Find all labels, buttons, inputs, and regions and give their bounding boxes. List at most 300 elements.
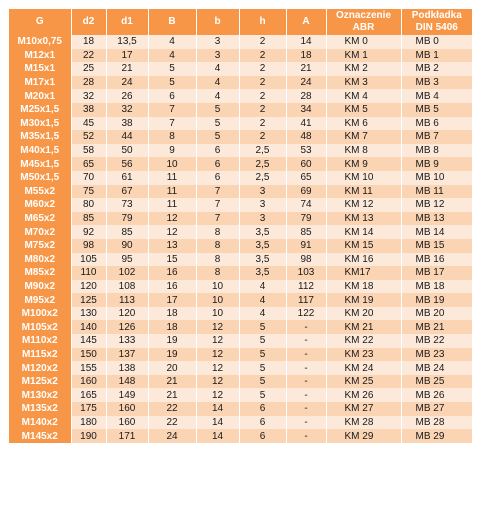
cell-d1: 50 [106, 144, 148, 158]
cell-podkladka: MB 9 [401, 157, 472, 171]
cell-b-upper: 20 [148, 361, 196, 375]
cell-b-lower: 10 [196, 293, 239, 307]
table-header-row [9, 9, 472, 35]
cell-podkladka: MB 16 [401, 253, 472, 267]
table-row [9, 320, 472, 334]
cell-podkladka: MB 22 [401, 334, 472, 348]
cell-oznaczenie: KM 21 [326, 320, 401, 334]
cell-d2: 25 [71, 62, 106, 76]
cell-a: 34 [286, 103, 326, 117]
cell-b-upper: 22 [148, 402, 196, 416]
cell-podkladka: MB 4 [401, 89, 472, 103]
cell-b-upper: 13 [148, 239, 196, 253]
cell-oznaczenie: KM 9 [326, 157, 401, 171]
table-row [9, 348, 472, 362]
cell-h: 3 [239, 212, 286, 226]
cell-d2: 28 [71, 76, 106, 90]
cell-a: 21 [286, 62, 326, 76]
cell-oznaczenie: KM 12 [326, 198, 401, 212]
cell-h: 4 [239, 293, 286, 307]
cell-b-upper: 24 [148, 429, 196, 443]
cell-h: 6 [239, 416, 286, 430]
cell-g: M40x1,5 [9, 144, 71, 158]
cell-d2: 140 [71, 320, 106, 334]
cell-d2: 150 [71, 348, 106, 362]
cell-podkladka: MB 26 [401, 388, 472, 402]
cell-h: 2 [239, 49, 286, 63]
cell-b-lower: 8 [196, 266, 239, 280]
cell-a: - [286, 416, 326, 430]
cell-oznaczenie: KM 25 [326, 375, 401, 389]
cell-podkladka: MB 0 [401, 35, 472, 49]
cell-g: M17x1 [9, 76, 71, 90]
cell-g: M55x2 [9, 185, 71, 199]
cell-oznaczenie: KM 28 [326, 416, 401, 430]
cell-podkladka: MB 29 [401, 429, 472, 443]
cell-b-upper: 4 [148, 49, 196, 63]
table-row [9, 144, 472, 158]
cell-a: 74 [286, 198, 326, 212]
cell-oznaczenie: KM 19 [326, 293, 401, 307]
cell-b-lower: 10 [196, 307, 239, 321]
table-row [9, 239, 472, 253]
cell-a: 98 [286, 253, 326, 267]
cell-h: 5 [239, 388, 286, 402]
cell-podkladka: MB 12 [401, 198, 472, 212]
cell-d1: 13,5 [106, 35, 148, 49]
cell-g: M145x2 [9, 429, 71, 443]
cell-b-lower: 3 [196, 49, 239, 63]
cell-b-lower: 14 [196, 416, 239, 430]
cell-a: 48 [286, 130, 326, 144]
cell-b-lower: 12 [196, 348, 239, 362]
cell-d1: 21 [106, 62, 148, 76]
cell-podkladka: MB 2 [401, 62, 472, 76]
cell-g: M30x1,5 [9, 117, 71, 131]
cell-oznaczenie: KM 29 [326, 429, 401, 443]
table-row [9, 157, 472, 171]
cell-a: 103 [286, 266, 326, 280]
table-row [9, 416, 472, 430]
cell-d2: 130 [71, 307, 106, 321]
cell-d2: 32 [71, 89, 106, 103]
cell-d1: 79 [106, 212, 148, 226]
cell-podkladka: MB 8 [401, 144, 472, 158]
table-row [9, 185, 472, 199]
cell-d2: 65 [71, 157, 106, 171]
cell-d1: 120 [106, 307, 148, 321]
cell-d2: 38 [71, 103, 106, 117]
cell-h: 5 [239, 334, 286, 348]
cell-d1: 44 [106, 130, 148, 144]
cell-a: 24 [286, 76, 326, 90]
cell-d1: 108 [106, 280, 148, 294]
cell-oznaczenie: KM 22 [326, 334, 401, 348]
cell-a: 122 [286, 307, 326, 321]
cell-podkladka: MB 6 [401, 117, 472, 131]
cell-g: M50x1,5 [9, 171, 71, 185]
cell-oznaczenie: KM 1 [326, 49, 401, 63]
cell-a: 79 [286, 212, 326, 226]
cell-b-lower: 8 [196, 225, 239, 239]
cell-h: 4 [239, 280, 286, 294]
cell-podkladka: MB 28 [401, 416, 472, 430]
cell-b-lower: 14 [196, 402, 239, 416]
cell-b-lower: 7 [196, 198, 239, 212]
cell-oznaczenie: KM 2 [326, 62, 401, 76]
cell-a: - [286, 334, 326, 348]
cell-a: - [286, 388, 326, 402]
cell-g: M15x1 [9, 62, 71, 76]
cell-g: M65x2 [9, 212, 71, 226]
table-row [9, 280, 472, 294]
cell-d2: 45 [71, 117, 106, 131]
cell-a: - [286, 320, 326, 334]
cell-g: M60x2 [9, 198, 71, 212]
cell-podkladka: MB 18 [401, 280, 472, 294]
cell-g: M100x2 [9, 307, 71, 321]
cell-a: 112 [286, 280, 326, 294]
cell-d2: 125 [71, 293, 106, 307]
cell-a: 69 [286, 185, 326, 199]
cell-a: 28 [286, 89, 326, 103]
cell-d1: 67 [106, 185, 148, 199]
cell-g: M25x1,5 [9, 103, 71, 117]
cell-oznaczenie: KM 26 [326, 388, 401, 402]
cell-h: 3,5 [239, 225, 286, 239]
cell-podkladka: MB 20 [401, 307, 472, 321]
cell-b-lower: 4 [196, 62, 239, 76]
cell-b-upper: 4 [148, 35, 196, 49]
table-row [9, 388, 472, 402]
cell-podkladka: MB 3 [401, 76, 472, 90]
cell-h: 2 [239, 89, 286, 103]
cell-oznaczenie: KM 18 [326, 280, 401, 294]
table-row [9, 361, 472, 375]
cell-h: 3 [239, 198, 286, 212]
table-row [9, 62, 472, 76]
cell-h: 4 [239, 307, 286, 321]
cell-a: 85 [286, 225, 326, 239]
cell-h: 3,5 [239, 253, 286, 267]
cell-oznaczenie: KM 6 [326, 117, 401, 131]
table-row [9, 212, 472, 226]
cell-g: M95x2 [9, 293, 71, 307]
cell-b-upper: 7 [148, 117, 196, 131]
cell-podkladka: MB 27 [401, 402, 472, 416]
cell-d1: 17 [106, 49, 148, 63]
cell-d1: 26 [106, 89, 148, 103]
cell-h: 2 [239, 35, 286, 49]
table-body [9, 35, 472, 443]
cell-b-lower: 8 [196, 253, 239, 267]
cell-podkladka: MB 11 [401, 185, 472, 199]
cell-d1: 32 [106, 103, 148, 117]
cell-d1: 85 [106, 225, 148, 239]
cell-g: M45x1,5 [9, 157, 71, 171]
cell-oznaczenie: KM 16 [326, 253, 401, 267]
cell-b-upper: 15 [148, 253, 196, 267]
cell-g: M70x2 [9, 225, 71, 239]
cell-d2: 85 [71, 212, 106, 226]
table-row [9, 293, 472, 307]
cell-h: 5 [239, 375, 286, 389]
cell-oznaczenie: KM 3 [326, 76, 401, 90]
header-a: A [286, 9, 326, 35]
cell-a: 65 [286, 171, 326, 185]
cell-g: M85x2 [9, 266, 71, 280]
table-row [9, 130, 472, 144]
table-row [9, 89, 472, 103]
cell-h: 3,5 [239, 239, 286, 253]
cell-g: M12x1 [9, 49, 71, 63]
table-row [9, 307, 472, 321]
cell-b-upper: 19 [148, 334, 196, 348]
cell-b-upper: 8 [148, 130, 196, 144]
cell-d1: 38 [106, 117, 148, 131]
cell-b-upper: 5 [148, 76, 196, 90]
table-row [9, 375, 472, 389]
cell-b-lower: 7 [196, 212, 239, 226]
cell-oznaczenie: KM 11 [326, 185, 401, 199]
cell-g: M110x2 [9, 334, 71, 348]
cell-b-lower: 6 [196, 157, 239, 171]
cell-b-lower: 8 [196, 239, 239, 253]
cell-b-upper: 12 [148, 212, 196, 226]
header-oznaczenie-abr: Oznaczenie ABR [326, 9, 401, 35]
cell-b-upper: 7 [148, 103, 196, 117]
cell-podkladka: MB 15 [401, 239, 472, 253]
cell-g: M10x0,75 [9, 35, 71, 49]
cell-oznaczenie: KM 8 [326, 144, 401, 158]
cell-h: 2 [239, 103, 286, 117]
cell-d1: 113 [106, 293, 148, 307]
cell-d1: 61 [106, 171, 148, 185]
cell-b-lower: 7 [196, 185, 239, 199]
table-row [9, 35, 472, 49]
table-row [9, 117, 472, 131]
cell-g: M80x2 [9, 253, 71, 267]
header-h: h [239, 9, 286, 35]
cell-podkladka: MB 13 [401, 212, 472, 226]
cell-podkladka: MB 7 [401, 130, 472, 144]
cell-b-lower: 14 [196, 429, 239, 443]
cell-b-upper: 17 [148, 293, 196, 307]
cell-b-upper: 18 [148, 307, 196, 321]
cell-g: M75x2 [9, 239, 71, 253]
cell-h: 5 [239, 361, 286, 375]
table-row [9, 225, 472, 239]
cell-b-upper: 11 [148, 171, 196, 185]
cell-a: 91 [286, 239, 326, 253]
cell-b-lower: 6 [196, 171, 239, 185]
cell-h: 2 [239, 117, 286, 131]
cell-g: M125x2 [9, 375, 71, 389]
cell-d1: 137 [106, 348, 148, 362]
cell-podkladka: MB 25 [401, 375, 472, 389]
cell-d2: 190 [71, 429, 106, 443]
cell-d1: 148 [106, 375, 148, 389]
cell-d2: 165 [71, 388, 106, 402]
cell-podkladka: MB 19 [401, 293, 472, 307]
cell-b-upper: 19 [148, 348, 196, 362]
cell-d1: 24 [106, 76, 148, 90]
cell-d1: 56 [106, 157, 148, 171]
cell-g: M130x2 [9, 388, 71, 402]
cell-b-upper: 5 [148, 62, 196, 76]
cell-b-lower: 5 [196, 117, 239, 131]
cell-b-upper: 16 [148, 280, 196, 294]
cell-oznaczenie: KM17 [326, 266, 401, 280]
cell-h: 2 [239, 130, 286, 144]
cell-b-lower: 10 [196, 280, 239, 294]
cell-b-lower: 4 [196, 76, 239, 90]
cell-oznaczenie: KM 0 [326, 35, 401, 49]
cell-b-upper: 11 [148, 198, 196, 212]
cell-b-upper: 9 [148, 144, 196, 158]
cell-a: 41 [286, 117, 326, 131]
cell-podkladka: MB 1 [401, 49, 472, 63]
cell-oznaczenie: KM 27 [326, 402, 401, 416]
cell-podkladka: MB 14 [401, 225, 472, 239]
table-row [9, 103, 472, 117]
cell-d2: 52 [71, 130, 106, 144]
cell-podkladka: MB 21 [401, 320, 472, 334]
cell-b-lower: 12 [196, 361, 239, 375]
cell-a: 60 [286, 157, 326, 171]
cell-d1: 90 [106, 239, 148, 253]
table-row [9, 76, 472, 90]
cell-oznaczenie: KM 23 [326, 348, 401, 362]
cell-oznaczenie: KM 10 [326, 171, 401, 185]
cell-b-upper: 12 [148, 225, 196, 239]
cell-a: - [286, 375, 326, 389]
cell-b-upper: 21 [148, 388, 196, 402]
cell-podkladka: MB 5 [401, 103, 472, 117]
cell-podkladka: MB 17 [401, 266, 472, 280]
cell-b-lower: 12 [196, 334, 239, 348]
cell-d2: 98 [71, 239, 106, 253]
table-row [9, 334, 472, 348]
header-b-upper: B [148, 9, 196, 35]
cell-g: M140x2 [9, 416, 71, 430]
table-row [9, 402, 472, 416]
cell-a: 14 [286, 35, 326, 49]
cell-b-lower: 3 [196, 35, 239, 49]
cell-d2: 18 [71, 35, 106, 49]
cell-d2: 22 [71, 49, 106, 63]
cell-b-upper: 6 [148, 89, 196, 103]
cell-b-upper: 22 [148, 416, 196, 430]
cell-h: 3,5 [239, 266, 286, 280]
cell-d1: 133 [106, 334, 148, 348]
cell-oznaczenie: KM 24 [326, 361, 401, 375]
cell-d1: 160 [106, 402, 148, 416]
cell-h: 5 [239, 320, 286, 334]
cell-b-lower: 4 [196, 89, 239, 103]
cell-podkladka: MB 24 [401, 361, 472, 375]
cell-d2: 180 [71, 416, 106, 430]
cell-a: 53 [286, 144, 326, 158]
cell-b-lower: 5 [196, 130, 239, 144]
cell-d1: 171 [106, 429, 148, 443]
cell-a: - [286, 361, 326, 375]
cell-oznaczenie: KM 14 [326, 225, 401, 239]
cell-podkladka: MB 23 [401, 348, 472, 362]
cell-d1: 95 [106, 253, 148, 267]
cell-g: M115x2 [9, 348, 71, 362]
cell-oznaczenie: KM 7 [326, 130, 401, 144]
cell-g: M20x1 [9, 89, 71, 103]
cell-b-upper: 16 [148, 266, 196, 280]
cell-g: M135x2 [9, 402, 71, 416]
cell-h: 2,5 [239, 144, 286, 158]
cell-oznaczenie: KM 13 [326, 212, 401, 226]
cell-b-upper: 18 [148, 320, 196, 334]
cell-oznaczenie: KM 5 [326, 103, 401, 117]
cell-h: 5 [239, 348, 286, 362]
cell-b-lower: 12 [196, 388, 239, 402]
table-row [9, 171, 472, 185]
cell-g: M105x2 [9, 320, 71, 334]
cell-a: - [286, 402, 326, 416]
cell-b-lower: 6 [196, 144, 239, 158]
cell-d2: 58 [71, 144, 106, 158]
cell-oznaczenie: KM 4 [326, 89, 401, 103]
cell-d2: 160 [71, 375, 106, 389]
cell-a: - [286, 348, 326, 362]
cell-d1: 102 [106, 266, 148, 280]
cell-b-lower: 12 [196, 320, 239, 334]
table-row [9, 266, 472, 280]
cell-h: 2 [239, 76, 286, 90]
cell-b-upper: 11 [148, 185, 196, 199]
header-podkladka-din: Podkładka DIN 5406 [401, 9, 472, 35]
header-d1: d1 [106, 9, 148, 35]
cell-d2: 175 [71, 402, 106, 416]
cell-h: 3 [239, 185, 286, 199]
cell-d2: 75 [71, 185, 106, 199]
cell-d2: 92 [71, 225, 106, 239]
cell-d1: 160 [106, 416, 148, 430]
cell-a: 18 [286, 49, 326, 63]
cell-d2: 80 [71, 198, 106, 212]
cell-d2: 105 [71, 253, 106, 267]
cell-h: 2,5 [239, 157, 286, 171]
header-b-lower: b [196, 9, 239, 35]
cell-b-lower: 5 [196, 103, 239, 117]
header-d2: d2 [71, 9, 106, 35]
cell-d1: 149 [106, 388, 148, 402]
cell-h: 6 [239, 402, 286, 416]
nut-dimensions-table [9, 9, 472, 443]
cell-b-lower: 12 [196, 375, 239, 389]
cell-d2: 145 [71, 334, 106, 348]
table-row [9, 49, 472, 63]
cell-d2: 155 [71, 361, 106, 375]
cell-b-upper: 10 [148, 157, 196, 171]
cell-oznaczenie: KM 20 [326, 307, 401, 321]
cell-g: M90x2 [9, 280, 71, 294]
table-row [9, 429, 472, 443]
cell-a: 117 [286, 293, 326, 307]
cell-h: 2 [239, 62, 286, 76]
cell-d2: 70 [71, 171, 106, 185]
cell-oznaczenie: KM 15 [326, 239, 401, 253]
cell-d2: 110 [71, 266, 106, 280]
cell-h: 2,5 [239, 171, 286, 185]
cell-podkladka: MB 10 [401, 171, 472, 185]
